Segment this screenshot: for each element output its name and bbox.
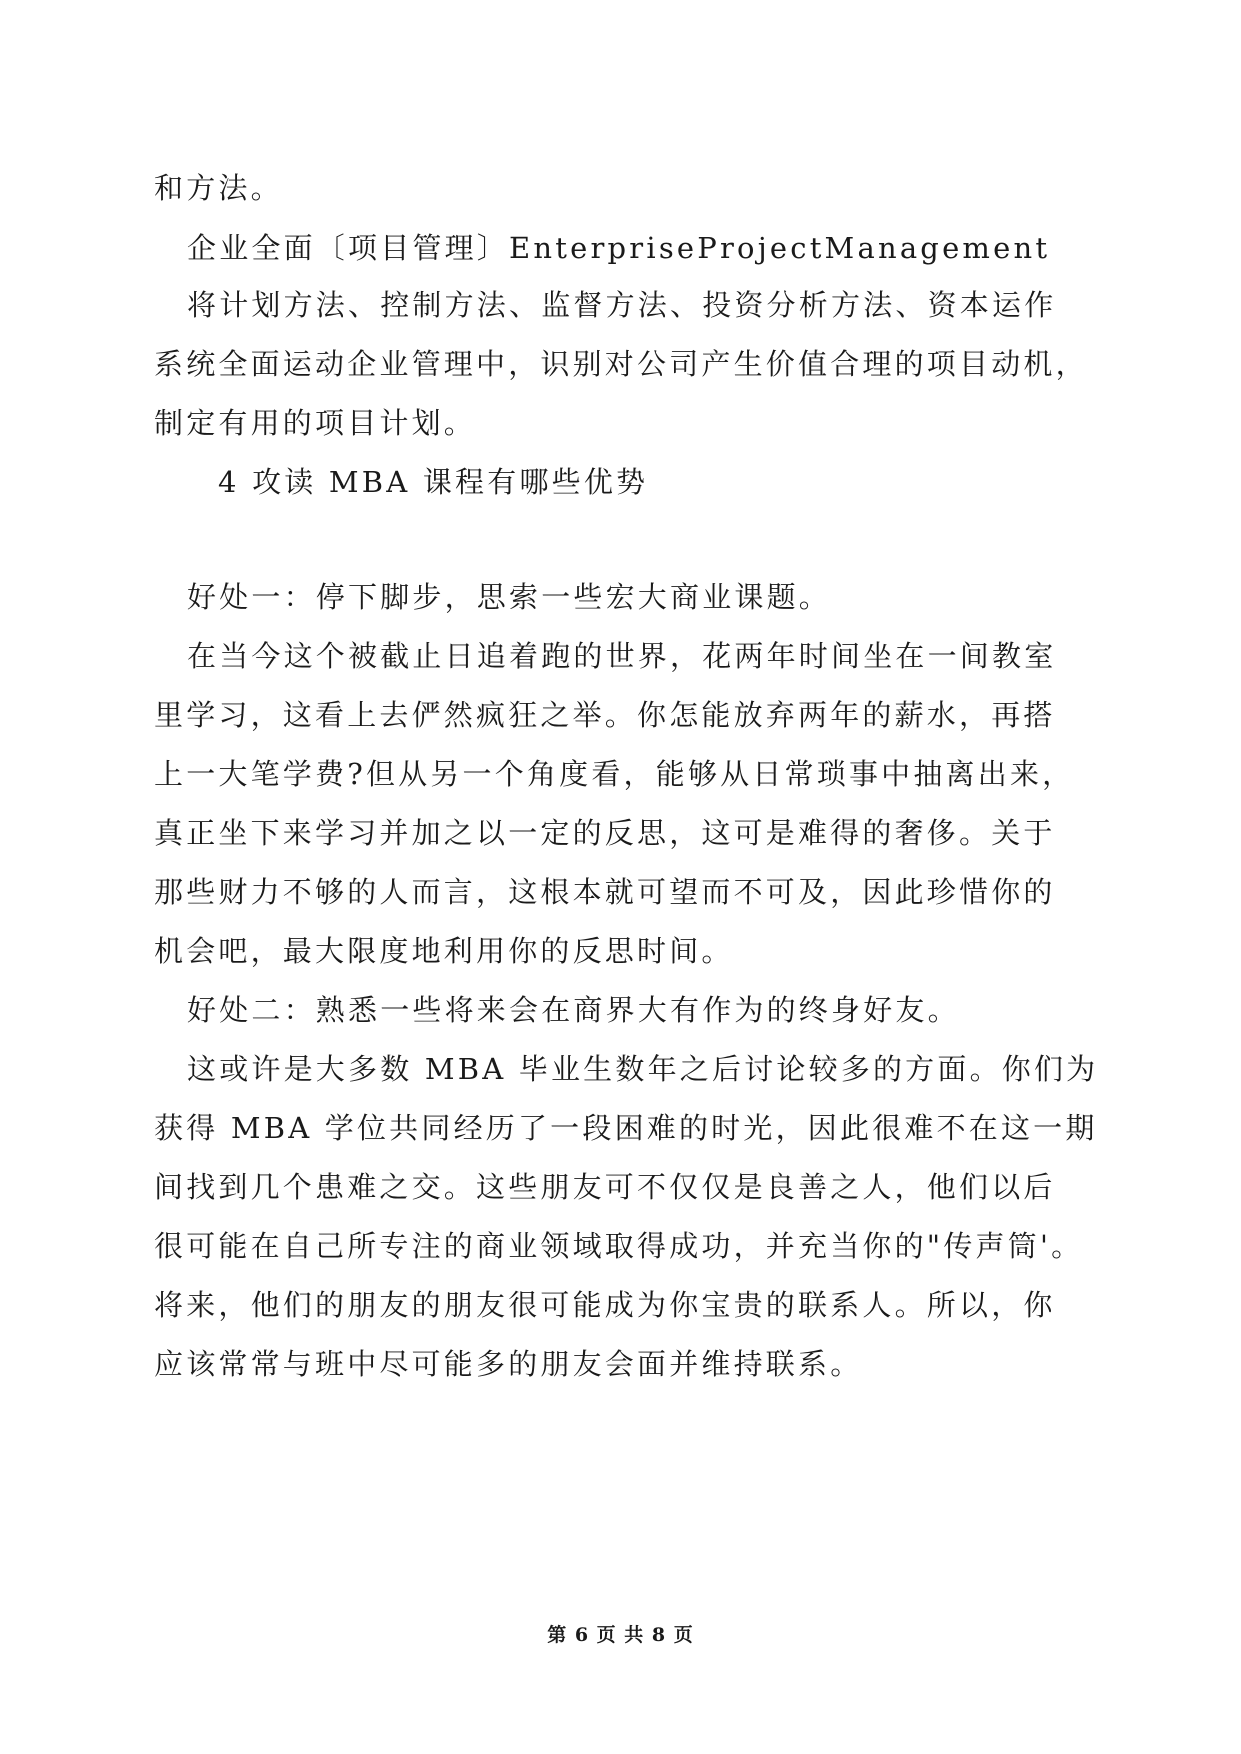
paragraph-line: 上一大笔学费?但从另一个角度看，能够从日常琐事中抽离出来， <box>154 757 1075 791</box>
paragraph-line: 间找到几个患难之交。这些朋友可不仅仅是良善之人，他们以后 <box>154 1170 1056 1204</box>
paragraph-line: 获得 MBA 学位共同经历了一段困难的时光，因此很难不在这一期 <box>154 1111 1098 1145</box>
paragraph-line: 在当今这个被截止日追着跑的世界，花两年时间坐在一间教室 <box>187 639 1057 673</box>
paragraph-line: 和方法。 <box>154 171 283 205</box>
page-footer: 第 6 页 共 8 页 <box>547 1624 694 1646</box>
paragraph-line: 制定有用的项目计划。 <box>154 406 477 440</box>
paragraph-line: 这或许是大多数 MBA 毕业生数年之后讨论较多的方面。你们为 <box>187 1052 1099 1086</box>
paragraph-line: 企业全面〔项目管理〕EnterpriseProjectManagement <box>187 231 1051 265</box>
paragraph-line: 那些财力不够的人而言，这根本就可望而不可及，因此珍惜你的 <box>154 875 1056 909</box>
paragraph-line: 里学习，这看上去俨然疯狂之举。你怎能放弃两年的薪水，再搭 <box>154 698 1056 732</box>
paragraph-line: 真正坐下来学习并加之以一定的反思，这可是难得的奢侈。关于 <box>154 816 1056 850</box>
paragraph-line: 好处一：停下脚步，思索一些宏大商业课题。 <box>187 580 832 614</box>
paragraph-line: 系统全面运动企业管理中，识别对公司产生价值合理的项目动机， <box>154 347 1088 381</box>
paragraph-line: 很可能在自己所专注的商业领域取得成功，并充当你的"传声筒'。 <box>154 1229 1084 1263</box>
section-heading: 4 攻读 MBA 课程有哪些优势 <box>218 465 649 499</box>
paragraph-line: 好处二：熟悉一些将来会在商界大有作为的终身好友。 <box>187 993 960 1027</box>
paragraph-line: 机会吧，最大限度地利用你的反思时间。 <box>154 934 734 968</box>
paragraph-line: 将计划方法、控制方法、监督方法、投资分析方法、资本运作 <box>187 288 1057 322</box>
paragraph-line: 将来，他们的朋友的朋友很可能成为你宝贵的联系人。所以，你 <box>154 1288 1056 1322</box>
paragraph-line: 应该常常与班中尽可能多的朋友会面并维持联系。 <box>154 1347 863 1381</box>
